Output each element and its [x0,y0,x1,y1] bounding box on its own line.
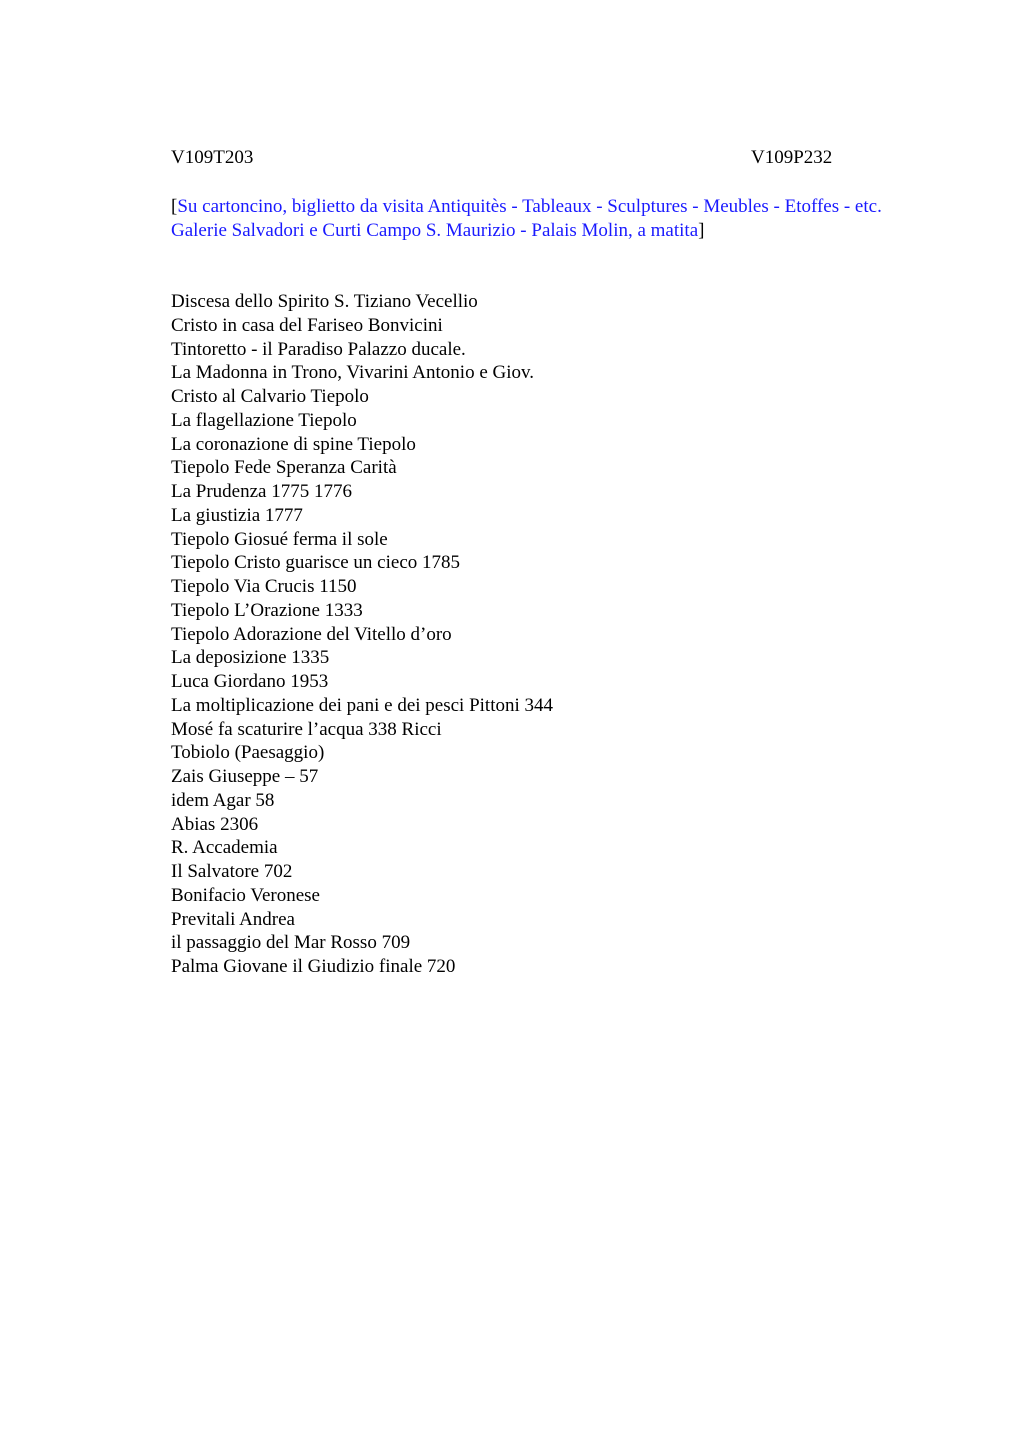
list-item: La flagellazione Tiepolo [171,409,357,431]
document-code-left: V109T203 [171,147,254,168]
list-item: Tiepolo Fede Speranza Carità [171,457,397,479]
list-item: Palma Giovane il Giudizio finale 720 [171,956,456,977]
artwork-list [171,290,553,979]
note-close-bracket: ] [698,219,705,241]
document-code-right: V109P232 [751,147,833,168]
editorial-note [171,195,921,242]
list-item: Mosé fa scaturire l’acqua 338 Ricci [171,718,442,740]
list-item: Tiepolo Via Crucis 1150 [171,576,357,597]
list-item: Previtali Andrea [171,908,295,930]
list-item: Tiepolo Adorazione del Vitello d’oro [171,623,452,645]
list-item: Discesa dello Spirito S. Tiziano Vecellio [171,291,478,312]
list-item: La deposizione 1335 [171,647,330,669]
list-item: La coronazione di spine Tiepolo [171,433,416,455]
list-item: il passaggio del Mar Rosso 709 [171,932,411,954]
list-item: Tintoretto - il Paradiso Palazzo ducale. [171,338,466,360]
list-item: Tobiolo (Paesaggio) [171,742,325,764]
list-item: Tiepolo L’Orazione 1333 [171,599,363,621]
list-item: Zais Giuseppe – 57 [171,766,319,787]
list-item: La Madonna in Trono, Vivarini Antonio e Giov. [171,362,535,384]
list-item: idem Agar 58 [171,789,275,811]
list-item: Abias 2306 [171,813,259,835]
list-item: La giustizia 1777 [171,504,303,526]
list-item: Cristo al Calvario Tiepolo [171,386,369,407]
note-open-bracket: [ [171,196,178,217]
list-item: La moltiplicazione dei pani e dei pesci Pittoni 344 [171,694,554,716]
list-item: Tiepolo Cristo guarisce un cieco 1785 [171,552,461,574]
list-item: La Prudenza 1775 1776 [171,481,352,502]
list-item: Tiepolo Giosué ferma il sole [171,528,388,550]
list-item: R. Accademia [171,837,278,859]
list-item: Bonifacio Veronese [171,884,320,906]
list-item: Cristo in casa del Fariseo Bonvicini [171,314,443,336]
list-item: Luca Giordano 1953 [171,671,329,692]
list-item: Il Salvatore 702 [171,861,293,882]
note-text: Su cartoncino, biglietto da visita Antiquitès - Tableaux - Sculptures - Meubles - Etoffes - etc. Galerie Salvadori e Curti Campo S. Maurizio - Palais Molin, a matita [171,196,882,241]
